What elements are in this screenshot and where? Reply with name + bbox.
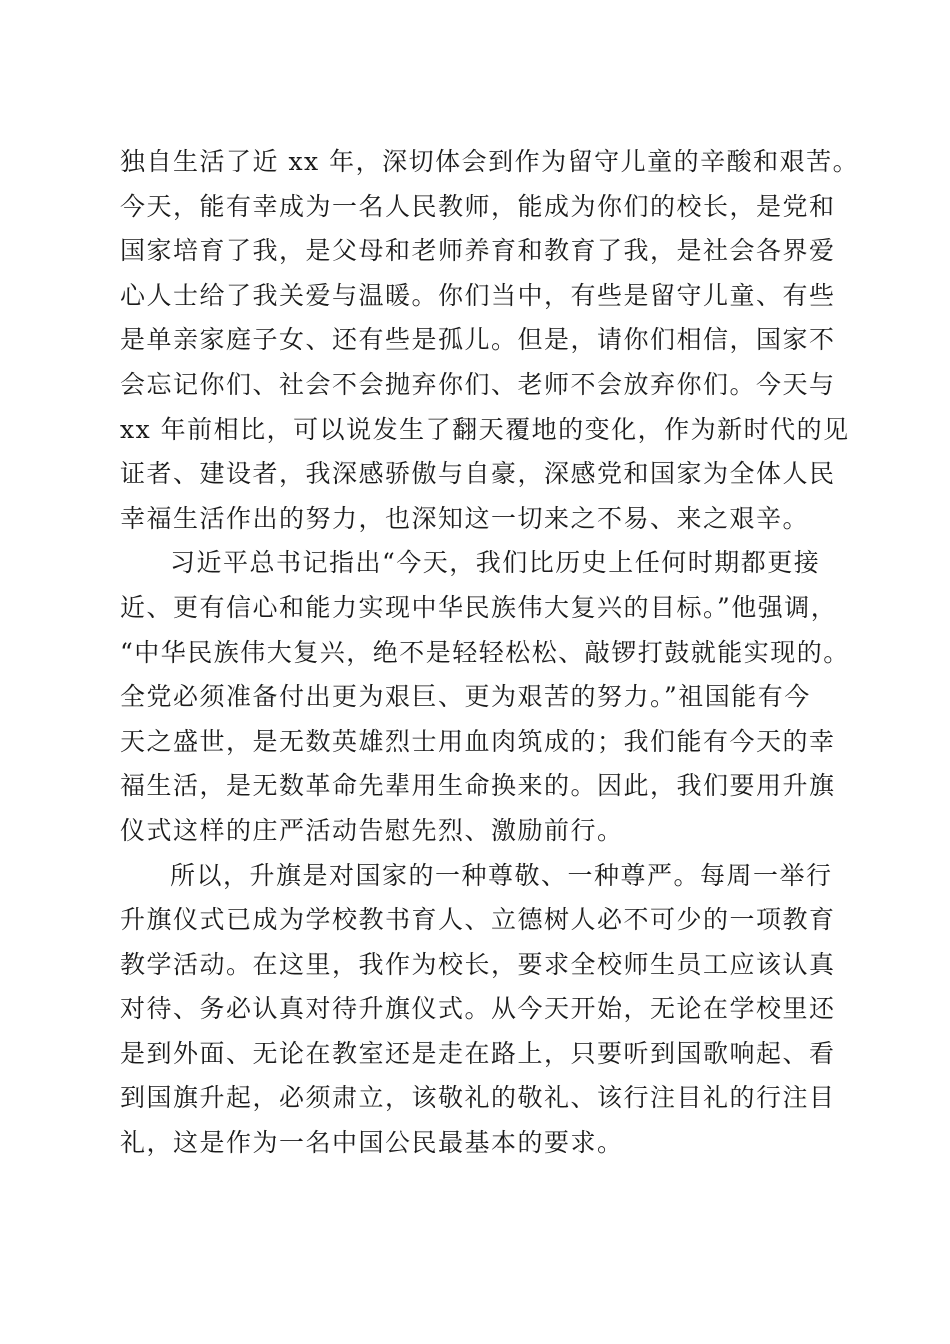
text-line: 近、更有信心和能力实现中华民族伟大复兴的目标。”他强调， [120, 592, 838, 622]
text-line: 证者、建设者，我深感骄傲与自豪，深感党和国家为全体人民 [120, 459, 836, 489]
text-line: 全党必须准备付出更为艰巨、更为艰苦的努力。”祖国能有今 [120, 682, 811, 712]
text-line: 仪式这样的庄严活动告慰先烈、激励前行。 [120, 815, 624, 845]
text-line: 是单亲家庭子女、还有些是孤儿。但是，请你们相信，国家不 [120, 325, 836, 355]
text-line: 心人士给了我关爱与温暖。你们当中，有些是留守儿童、有些 [120, 280, 836, 310]
text-line: 教学活动。在这里，我作为校长，要求全校师生员工应该认真 [120, 949, 836, 979]
paragraph-3 [120, 854, 835, 1166]
text-line: xx 年前相比，可以说发生了翻天覆地的变化，作为新时代的见 [120, 414, 850, 444]
text-line: 幸福生活作出的努力，也深知这一切来之不易、来之艰辛。 [120, 503, 810, 533]
text-line: 天之盛世，是无数英雄烈士用血肉筑成的；我们能有今天的幸 [120, 726, 836, 756]
text-line: 福生活，是无数革命先辈用生命换来的。因此，我们要用升旗 [120, 771, 836, 801]
text-line: 独自生活了近 xx 年，深切体会到作为留守儿童的辛酸和艰苦。 [120, 147, 860, 176]
text-line-indented: 习近平总书记指出“今天，我们比历史上任何时期都更接 [170, 548, 821, 578]
text-line: 到国旗升起，必须肃立，该敬礼的敬礼、该行注目礼的行注目 [120, 1083, 836, 1113]
text-line: 会忘记你们、社会不会抛弃你们、老师不会放弃你们。今天与 [120, 369, 836, 399]
text-line: 今天，能有幸成为一名人民教师，能成为你们的校长，是党和 [120, 191, 836, 221]
paragraph-1 [120, 140, 860, 541]
body-text [120, 140, 860, 1166]
text-line: 礼，这是作为一名中国公民最基本的要求。 [120, 1128, 624, 1158]
text-line: 对待、务必认真对待升旗仪式。从今天开始，无论在学校里还 [120, 994, 836, 1024]
text-line: 升旗仪式已成为学校教书育人、立德树人必不可少的一项教育 [120, 905, 836, 935]
text-line: 国家培育了我，是父母和老师养育和教育了我，是社会各界爱 [120, 236, 836, 266]
text-line: “中华民族伟大复兴，绝不是轻轻松松、敲锣打鼓就能实现的。 [120, 637, 850, 667]
paragraph-2 [120, 541, 850, 853]
text-line-indented: 所以，升旗是对国家的一种尊敬、一种尊严。每周一举行 [170, 860, 833, 890]
text-line: 是到外面、无论在教室还是走在路上，只要听到国歌响起、看 [120, 1038, 836, 1068]
